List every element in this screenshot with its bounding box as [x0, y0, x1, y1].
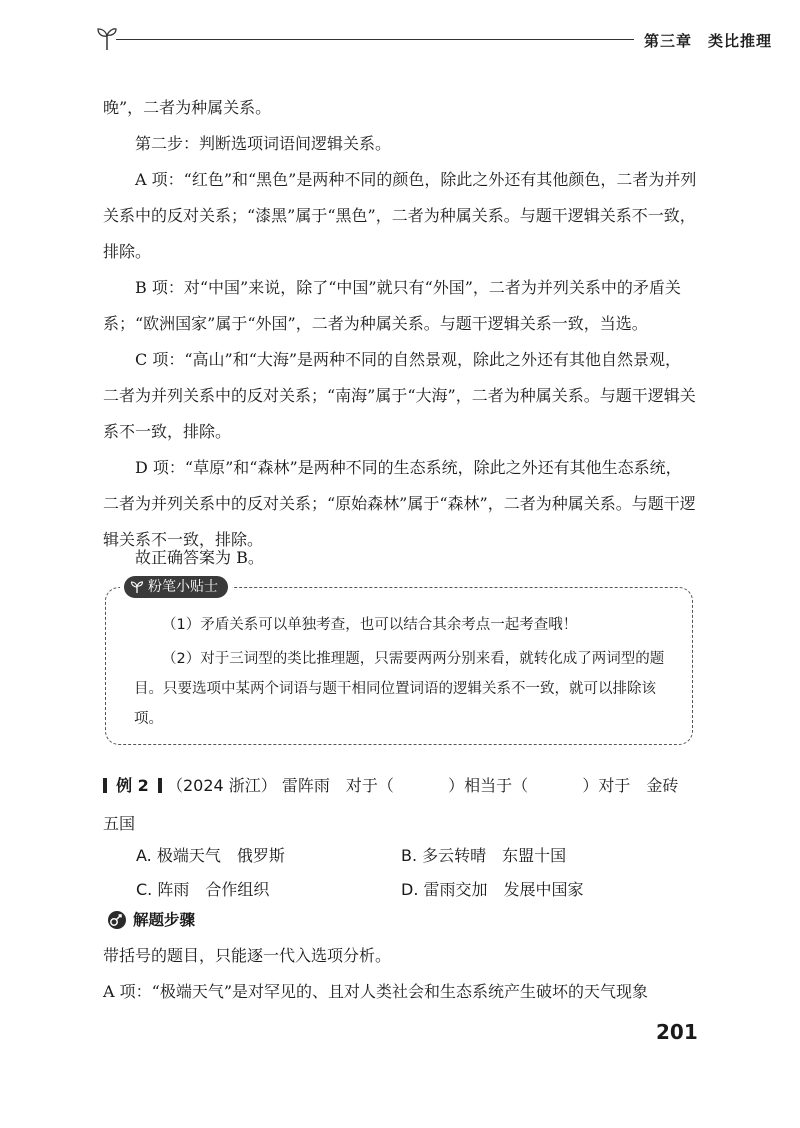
solution-steps-heading — [107, 906, 195, 934]
tips-title: 粉笔小贴士 — [148, 579, 218, 595]
steps-paragraph-1: 带括号的题目，只能逐一代入选项分析。 — [103, 946, 392, 965]
example-stem-part-a: 雷阵雨 对于（ — [281, 776, 394, 795]
tips-tag — [120, 576, 232, 598]
paragraph-answer: 故正确答案为 B。 — [135, 548, 264, 567]
paragraph-option-d: D 项：“草原”和“森林”是两种不同的生态系统，除此之外还有其他生态系统，二者为并列关系中的反对关系；“原始森林”属于“森林”，二者为种属关系。与题干逻辑关系不一致，排除。 — [103, 458, 696, 549]
option-b: B. 多云转晴 东盟十国 — [401, 846, 567, 865]
option-a: A. 极端天气 俄罗斯 — [136, 846, 285, 865]
tips-box — [105, 579, 693, 745]
paragraph-continuation: 晚”，二者为种属关系。 — [103, 98, 272, 117]
example-bar-left — [103, 778, 107, 793]
paragraph-option-c: C 项：“高山”和“大海”是两种不同的自然景观，除此之外还有其他自然景观，二者为并列关系中的反对关系；“南海”属于“大海”，二者为种属关系。与题干逻辑关系不一致，排除。 — [103, 350, 696, 441]
page-number: 201 — [656, 1020, 698, 1044]
steps-icon — [107, 910, 127, 930]
option-c: C. 阵雨 合作组织 — [136, 880, 270, 899]
paragraph-option-a: A 项：“红色”和“黑色”是两种不同的颜色，除此之外还有其他颜色，二者为并列关系中的反对关系；“漆黑”属于“黑色”，二者为种属关系。与题干逻辑关系不一致，排除。 — [103, 170, 697, 261]
tip-item-2: （2）对于三词型的类比推理题，只需要两两分别来看，就转化成了两词型的题目。只要选项中某两个词语与题干相同位置词语的逻辑关系不一致，就可以排除该项。 — [134, 651, 665, 727]
sprout-icon — [96, 26, 118, 52]
example-bar-right — [158, 778, 162, 793]
example-stem-part-c: ）对于 金砖 — [582, 776, 679, 795]
page-header — [96, 22, 773, 56]
chapter-title: 第三章 类比推理 — [644, 32, 773, 50]
steps-paragraph-2: A 项：“极端天气”是对罕见的、且对人类社会和生态系统产生破坏的天气现象 — [103, 982, 649, 1001]
example-stem-continuation: 五国 — [103, 814, 136, 833]
paragraph-option-b: B 项：对“中国”来说，除了“中国”就只有“外国”，二者为并列关系中的矛盾关系；“欧洲国家”属于“外国”，二者为种属关系。与题干逻辑关系一致，当选。 — [103, 278, 681, 333]
paragraph-step-two: 第二步：判断选项词语间逻辑关系。 — [135, 134, 392, 153]
header-rule — [116, 39, 634, 40]
option-d: D. 雷雨交加 发展中国家 — [401, 880, 584, 899]
example-stem — [103, 770, 703, 802]
example-stem-part-b: ）相当于（ — [448, 776, 529, 795]
solution-steps-title: 解题步骤 — [133, 911, 196, 929]
sprout-icon — [130, 580, 144, 594]
tip-item-1: （1）矛盾关系可以单独考查，也可以结合其余考点一起考查哦！ — [162, 617, 578, 633]
example-label: 例 2 — [116, 776, 149, 795]
example-source: （2024 浙江） — [167, 776, 277, 795]
